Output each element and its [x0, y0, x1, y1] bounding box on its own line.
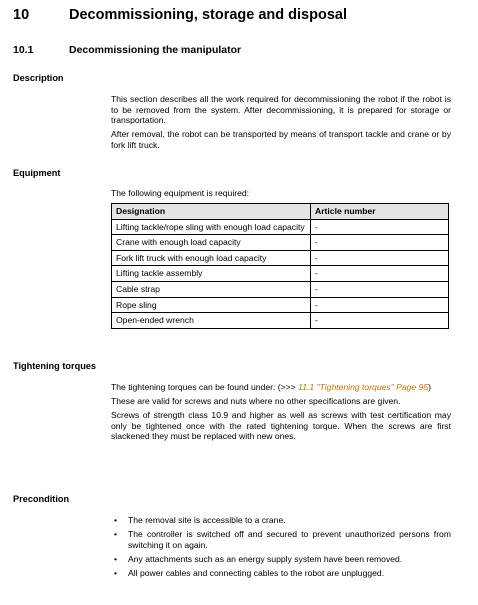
article-number-cell: - — [311, 313, 449, 329]
article-number-cell: - — [311, 281, 449, 297]
list-item — [111, 568, 451, 579]
torques-ref-suffix: ) — [428, 382, 432, 392]
list-item — [111, 554, 451, 565]
designation-cell: Cable strap — [112, 281, 311, 297]
column-header-article-number: Article number — [311, 204, 449, 220]
equipment-table — [111, 203, 449, 329]
list-item-text: The controller is switched off and secured to prevent unauthorized persons from switching it on again. — [128, 528, 451, 550]
list-item — [111, 515, 451, 526]
table-row — [112, 313, 449, 329]
bullet-icon: • — [114, 515, 118, 525]
precondition-list — [111, 515, 451, 578]
torques-paragraph: Screws of strength class 10.9 and higher as well as screws with test certification may only be tightened once with the rated tightening torque. When the screws are first slackened they must be replaced with new ones. — [111, 409, 451, 442]
table-row — [112, 297, 449, 313]
torques-heading: Tightening torques — [13, 361, 97, 371]
torques-paragraph: These are valid for screws and nuts where no other specifications are given. — [111, 395, 401, 406]
bullet-icon: • — [114, 528, 118, 539]
column-header-designation: Designation — [112, 204, 311, 220]
table-row — [112, 250, 449, 266]
article-number-cell: - — [311, 235, 449, 251]
equipment-intro: The following equipment is required: — [111, 188, 250, 198]
list-item-text: All power cables and connecting cables to the robot are unplugged. — [128, 567, 385, 578]
designation-cell: Open-ended wrench — [112, 313, 311, 329]
chapter-title: Decommissioning, storage and disposal — [69, 7, 347, 23]
article-number-cell: - — [311, 250, 449, 266]
precondition-heading: Precondition — [13, 494, 70, 504]
torques-reference-link[interactable]: 11.1 "Tightening torques" Page 95 — [298, 382, 429, 392]
description-body — [111, 94, 451, 154]
description-heading: Description — [13, 73, 64, 83]
description-paragraph: After removal, the robot can be transported by means of transport tackle and crane or by fork lift truck. — [111, 129, 451, 150]
list-item — [111, 529, 451, 550]
designation-cell: Lifting tackle assembly — [112, 266, 311, 282]
table-row — [112, 219, 449, 235]
torques-reference-line — [111, 382, 451, 393]
bullet-icon: • — [114, 567, 118, 578]
bullet-icon: • — [114, 553, 118, 564]
equipment-heading: Equipment — [13, 168, 61, 178]
table-header-row — [112, 204, 449, 220]
chapter-number: 10 — [13, 7, 30, 23]
precondition-body — [111, 515, 451, 582]
article-number-cell: - — [311, 266, 449, 282]
list-item-text: Any attachments such as an energy supply system have been removed. — [128, 553, 403, 564]
article-number-cell: - — [311, 219, 449, 235]
table-row — [112, 235, 449, 251]
torques-ref-prefix: The tightening torques can be found under: (>>> — [111, 382, 299, 392]
article-number-cell: - — [311, 297, 449, 313]
section-number: 10.1 — [13, 44, 34, 56]
description-paragraph: This section describes all the work required for decommissioning the robot if the robot is to be removed from the system. After decommissioning, it is prepared for storage or transportation. — [111, 94, 451, 126]
designation-cell: Fork lift truck with enough load capacity — [112, 250, 311, 266]
torques-body — [111, 382, 451, 445]
table-row — [112, 266, 449, 282]
designation-cell: Lifting tackle/rope sling with enough load capacity — [112, 219, 311, 235]
designation-cell: Crane with enough load capacity — [112, 235, 311, 251]
list-item-text: The removal site is accessible to a crane. — [128, 515, 286, 525]
designation-cell: Rope sling — [112, 297, 311, 313]
section-title: Decommissioning the manipulator — [69, 44, 242, 56]
table-row — [112, 281, 449, 297]
